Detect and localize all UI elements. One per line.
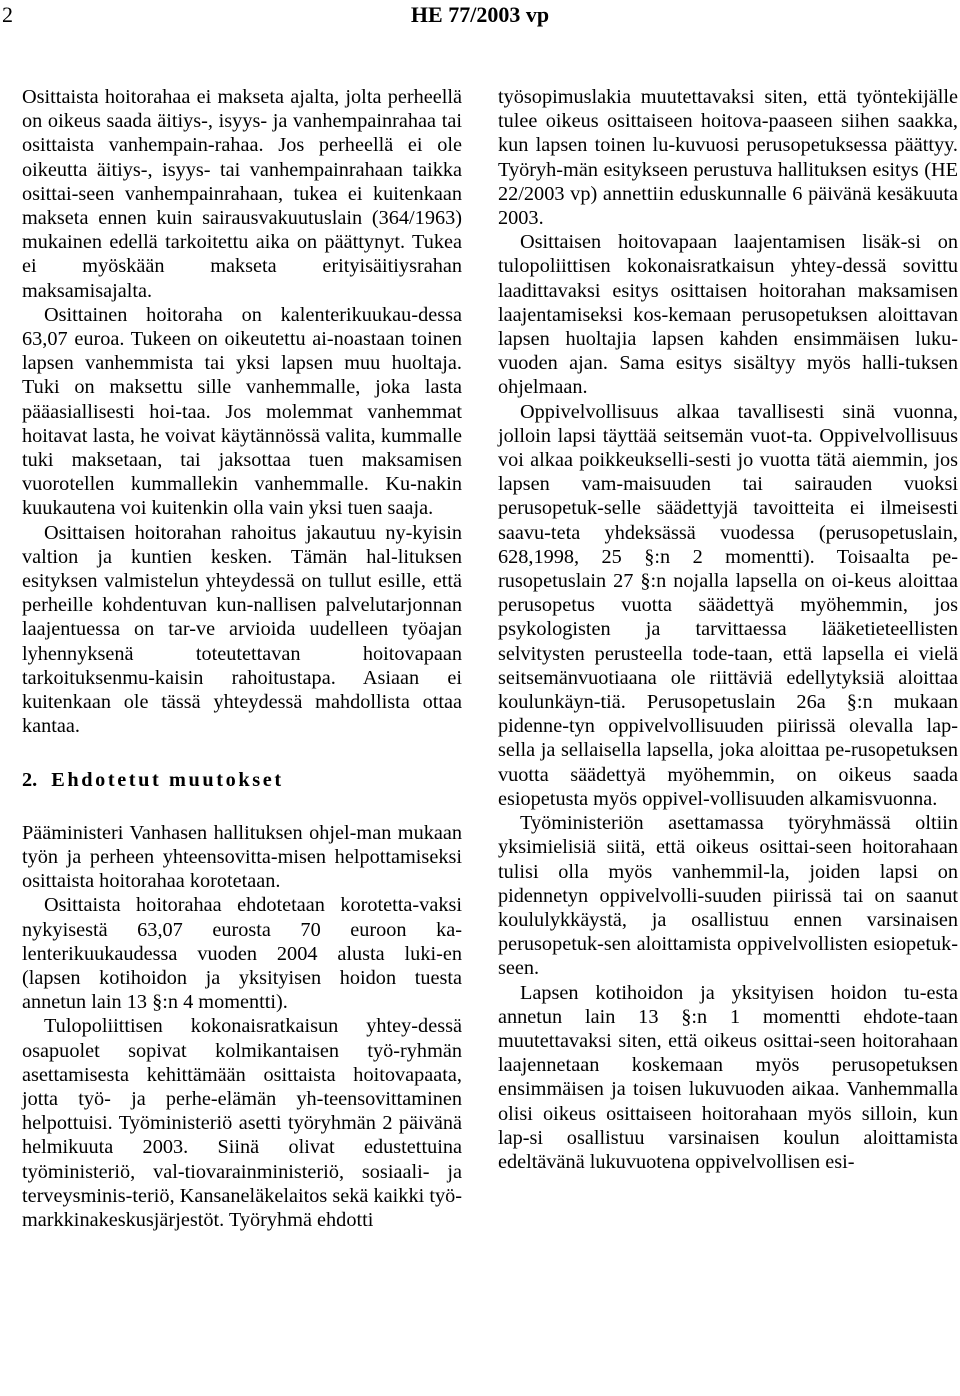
page-header: [0, 0, 960, 40]
section-number: 2.: [22, 769, 38, 792]
paragraph: Työministeriön asettamassa työryhmässä oltiin yksimielisiä siitä, että oikeus osittai-seen hoitorahaan tulisi olla myös vanhemmil-la, joiden lapsi on pidennetyn oppivelvolli-suuden piirissä tai on saanut koululykkäystä, ja osallistuu ennen varsinaisen perusopetuk-sen aloittamista oppivelvollisten esiopetuk-seen.: [498, 812, 958, 980]
paragraph: Oppivelvollisuus alkaa tavallisesti sinä vuonna, jolloin lapsi täyttää seitsemän vuot-ta. Oppivelvollisuus voi alkaa poikkeukselli-sesti jo vuotta tätä aiemmin, jos lapsen vam-maisuuden tai sairauden vuoksi perusopetuk-selle säädettyjä tavoitteita ei ilmeisesti saavu-teta yhdeksässä vuodessa (perusopetuslain, 628,1998, 25 §:n 2 momentti). Toisaalta pe-rusopetuslain 27 §:n nojalla lapsella on oi-keus aloittaa perusopetus vuotta säädettyä myöhemmin, jos psykologisten ja tarvittaessa lääketieteellisten selvitysten perusteella tode-taan, että lapsella ei vielä seitsemänvuotiaana ole riittäviä edellytyksiä aloittaa koulunkäyn-tiä. Perusopetuslain 26a §:n mukaan pidenne-tyn oppivelvollisuuden piirissä olevalla lap-sella ja sellaisella lapsella, joka aloittaa pe-rusopetuksen vuotta säädettyä myöhemmin, on oikeus saada esiopetusta myös oppivel-vollisuuden alkamisvuonna.: [498, 400, 958, 810]
left-column: [22, 85, 462, 1232]
paragraph: Osittaisen hoitovapaan laajentamisen lisäk-si on tulopoliittisen kokonaisratkaisun yhtey-dessä sovittu laadittavaksi esitys osittaisen hoitorahan maksamisen laajentamiseksi kos-kemaan perusopetuksen aloittavan lapsen huoltajia lapsen kahden ensimmäisen luku-vuoden ajan. Sama esitys sisältyy myös halli-tuksen ohjelmaan.: [498, 231, 958, 399]
paragraph: Osittaista hoitorahaa ei makseta ajalta, jolta perheellä on oikeus saada äitiys-, isyys- ja vanhempainrahaa tai osittaista vanhempain-rahaa. Jos perheellä ei ole oikeutta äitiys-, isyys- tai vanhempainrahaan taikka osittai-seen vanhempainrahaan, tukea ei kuitenkaan makseta ennen kuin sairausvakuutuslain (364/1963) mukainen edellä tarkoitettu aika on päättynyt. Tukea ei myöskään makseta erityisäitiysrahan maksamisajalta.: [22, 86, 462, 302]
paragraph: Osittaista hoitorahaa ehdotetaan korotetta-vaksi nykyisestä 63,07 eurosta 70 euroon ka-lenterikuukaudessa vuoden 2004 alusta luki-en (lapsen kotihoidon ja yksityisen hoidon tuesta annetun lain 13 §:n 4 momentti).: [22, 894, 462, 1014]
paragraph: Lapsen kotihoidon ja yksityisen hoidon tu-esta annetun lain 13 §:n 1 momentti ehdote-taan muutettavaksi siten, että oikeus osittai-seen hoitorahaan laajennetaan koskemaan myös perusopetuksen ensimmäisen ja toisen lukuvuoden aikaa. Vanhemmalla olisi oikeus osittaiseen hoitorahaan myös silloin, kun lap-si osallistuu varsinaisen koulun aloittamista edeltävänä lukuvuotena oppivelvollisen esi-: [498, 981, 958, 1173]
paragraph: Tulopoliittisen kokonaisratkaisun yhtey-dessä osapuolet sopivat kolmikantaisen työ-ryhmän asettamisesta kehittämään osittaista hoitovapaata, jotta työ- ja perhe-elämän yh-teensovittaminen helpottuisi. Työministeriö asetti työryhmän 2 päivänä helmikuuta 2003. Siinä olivat edustettuina työministeriö, val-tiovarainministeriö, sosiaali- ja terveysminis-teriö, Kansaneläkelaitos sekä kaikki työ-markkinakeskusjärjestöt. Työryhmä ehdotti: [22, 1015, 462, 1231]
paragraph: Osittainen hoitoraha on kalenterikuukau-dessa 63,07 euroa. Tukeen on oikeutettu ai-noastaan toinen lapsen vanhemmista tai yksi lapsen muu huoltaja. Tuki on maksettu sille vanhemmalle, joka lasta pääasiallisesti hoi-taa. Jos molemmat vanhemmat hoitavat lasta, he voivat käytännössä valita, kummalle tuki maksetaan, tai jaksottaa tuen maksamisen vuorotellen kummallekin vanhemmalle. Ku-nakin kuukautena voi kuitenkin olla vain yksi tuen saaja.: [22, 303, 462, 520]
paragraph: Osittaisen hoitorahan rahoitus jakautuu ny-kyisin valtion ja kuntien kesken. Tämän hal-lituksen esityksen valmistelun yhteydessä on tullut esille, että perheille kohdentuvan kun-nallisen palvelutarjonnan laajentuessa on tar-ve arvioida uudelleen työajan lyhennyksenä toteutettavan hoitovapaan tarkoituksenmu-kaisin rahoitustapa. Asiaan ei kuitenkaan ole tässä yhteydessä mahdollista ottaa kantaa.: [22, 521, 462, 738]
paragraph: työsopimuslakia muutettavaksi siten, että työntekijälle tulee oikeus osittaiseen hoitova-paaseen siihen saakka, kun lapsen toinen lu-kuvuosi perusopetuksessa päättyy. Työryh-män esitykseen perustuva hallituksen esitys (HE 22/2003 vp) annettiin eduskunnalle 6 päivänä kesäkuuta 2003.: [498, 86, 958, 230]
document-id: HE 77/2003 vp: [410, 2, 550, 27]
section-heading: [22, 768, 462, 792]
page-number: 2: [2, 2, 13, 27]
paragraph: Pääministeri Vanhasen hallituksen ohjel-man mukaan työn ja perheen yhteensovitta-misen helpottamiseksi osittaista hoitorahaa korotetaan.: [22, 821, 462, 893]
section-title: Ehdotetut muutokset: [51, 769, 284, 792]
right-column: [498, 85, 958, 1174]
